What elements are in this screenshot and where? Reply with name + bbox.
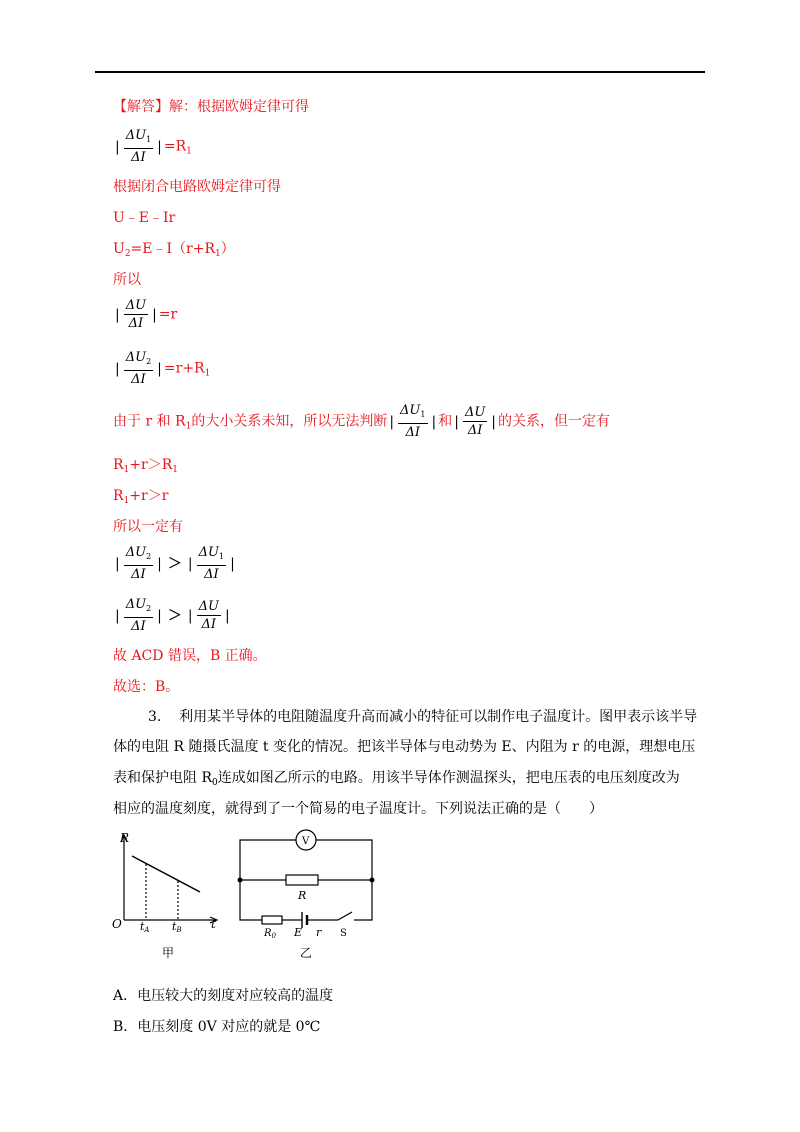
wire-top-left	[240, 840, 296, 880]
question-line-1: 3. 利用某半导体的电阻随温度升高而减小的特征可以制作电子温度计。图甲表示该半导	[148, 709, 698, 725]
emf-label: E	[294, 926, 303, 939]
y-label: R	[120, 831, 130, 845]
answer-header: 【解答】解：根据欧姆定律可得	[113, 99, 309, 115]
closed-circuit-text: 根据闭合电路欧姆定律可得	[113, 179, 281, 195]
ineq-2: $R_1+r>r$	[113, 488, 169, 506]
switch-blade	[338, 912, 352, 920]
voltmeter-label: V	[302, 836, 310, 847]
eq-du2-di: | $\frac{\Delta U_2}{\Delta I}$ | $=r+R_1$	[115, 350, 211, 387]
wire-bottom-right	[354, 880, 372, 920]
question-line-4: 相应的温度刻度，就得到了一个简易的电子温度计。下列说法正确的是（ ）	[113, 801, 603, 817]
question-line-2: 体的电阻 R 随摄氏温度 t 变化的情况。把该半导体与电动势为 E、内阻为 r 的电源，理想电压	[113, 739, 696, 755]
ta-label: tA	[140, 920, 150, 934]
eq-du1-di: | $\frac{\Delta U_1}{\Delta I}$ | $=R_1$	[115, 128, 192, 165]
caption-jia: 甲	[162, 946, 175, 960]
wire-bottom-left	[240, 880, 262, 920]
figure-jia	[110, 826, 230, 966]
wire-top-right	[316, 840, 372, 880]
ineq-1: $R_1+r>R_1$	[113, 457, 178, 475]
eq-compare-2: | $\frac{\Delta U_2}{\Delta I}$ | ＞ | $\frac{\Delta U}{\Delta I}$ |	[115, 597, 230, 634]
option-b[interactable]: B．电压刻度 0V 对应的就是 0℃	[113, 1019, 321, 1035]
header-rule	[95, 71, 705, 73]
resistor-r0	[262, 916, 282, 924]
origin-label: O	[112, 917, 122, 931]
compare-text: 由于 r 和 $R_1$的大小关系未知，所以无法判断 | $\frac{\Delta U_1}{\Delta I}$ | 和 | $\frac{\Delta U}{\Delta I}$ | 的关系，但一定有	[113, 403, 611, 440]
x-label: t	[211, 917, 216, 931]
eq-u: U﹣E﹣Ir	[113, 210, 176, 226]
question-line-3: 表和保护电阻 $R_0$连成如图乙所示的电路。用该半导体作测温探头，把电压表的电压刻度改为	[113, 770, 680, 788]
resistor-r	[286, 875, 318, 885]
resistor-r0-label: $R_0$	[264, 928, 276, 940]
caption-yi: 乙	[300, 946, 313, 960]
eq-u2: $U_2=E﹣I(r+R_1)$	[113, 241, 235, 259]
switch-label: S	[340, 928, 347, 939]
internal-r-label: r	[316, 926, 322, 939]
figure-yi	[230, 826, 380, 966]
node-left	[238, 878, 243, 883]
resistor-r-label: R	[298, 889, 307, 902]
so-text: 所以	[113, 272, 141, 288]
eq-compare-1: | $\frac{\Delta U_2}{\Delta I}$ | ＞ | $\frac{\Delta U_1}{\Delta I}$ |	[115, 545, 235, 582]
eq-du-di: | $\frac{\Delta U}{\Delta I}$ | =r	[115, 298, 178, 331]
option-a[interactable]: A．电压较大的刻度对应较高的温度	[113, 988, 334, 1004]
conclusion-text: 故 ACD 错误，B 正确。	[113, 648, 267, 664]
so-must-text: 所以一定有	[113, 519, 183, 535]
tb-label: tB	[172, 920, 182, 934]
r-t-line	[132, 856, 200, 892]
final-answer: 故选：B。	[113, 679, 180, 695]
node-right	[370, 878, 375, 883]
